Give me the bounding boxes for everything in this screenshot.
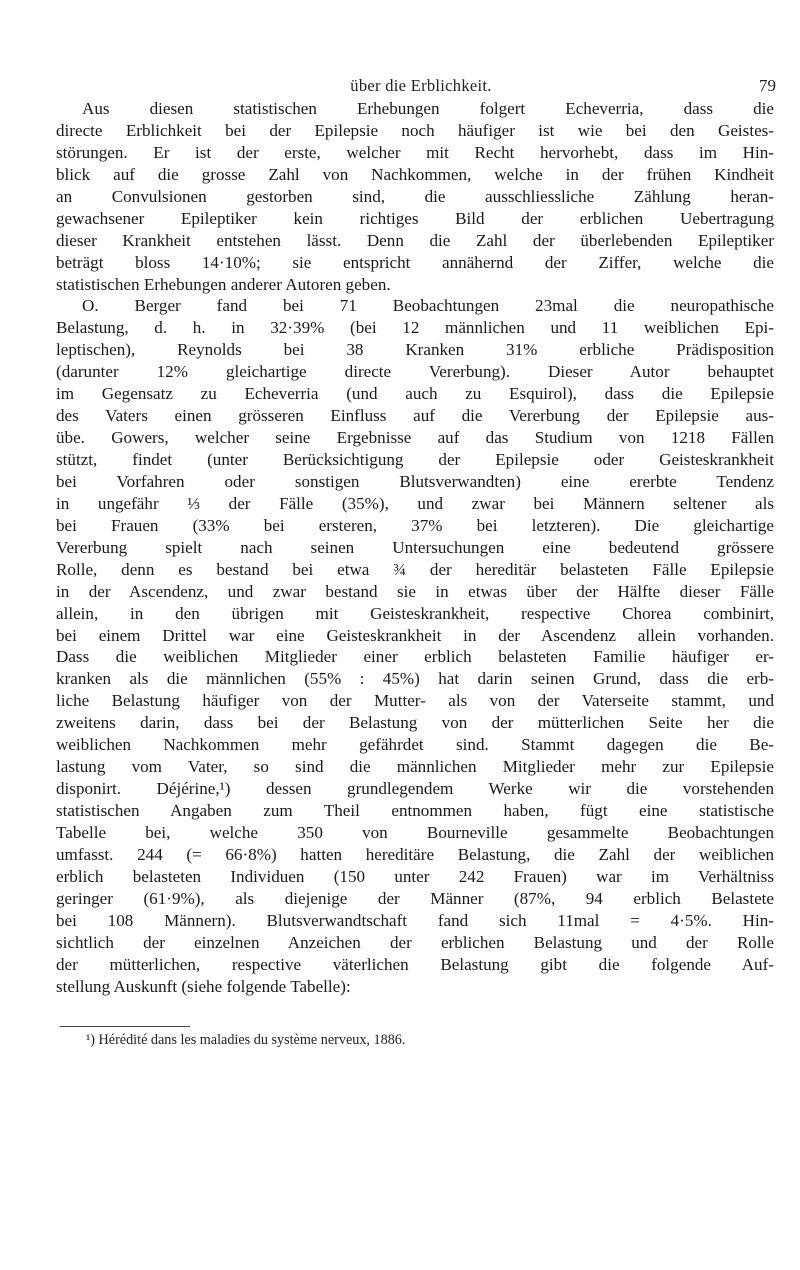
text-line: bei Frauen (33% bei ersteren, 37% bei letzteren). Die gleichartige bbox=[56, 515, 774, 535]
text-line: lastung vom Vater, so sind die männlichen Mitglieder mehr zur Epilepsie bbox=[56, 757, 774, 777]
text-line: liche Belastung häufiger von der Mutter- als von der Vaterseite stammt, und bbox=[56, 691, 774, 711]
text-line: O. Berger fand bei 71 Beobachtungen 23mal die neuropathische bbox=[82, 296, 774, 316]
text-line: dieser Krankheit entstehen lässt. Denn die Zahl der überlebenden Epileptiker bbox=[56, 230, 774, 250]
text-line: weiblichen Nachkommen mehr gefährdet sind. Stammt dagegen die Be- bbox=[56, 735, 774, 755]
text-line: störungen. Er ist der erste, welcher mit Recht hervorhebt, dass im Hin- bbox=[56, 142, 774, 162]
footnote-divider bbox=[60, 1026, 190, 1027]
text-line: stützt, findet (unter Berücksichtigung der Epilepsie oder Geisteskrankheit bbox=[56, 450, 774, 469]
text-line: der mütterlichen, respective väterlichen Belastung gibt die folgende Auf- bbox=[56, 954, 774, 974]
text-line: statistischen Angaben zum Theil entnommen haben, fügt eine statistische bbox=[56, 801, 774, 820]
text-line: bei Vorfahren oder sonstigen Blutsverwandten) eine ererbte Tendenz bbox=[56, 471, 774, 491]
footnote: ¹) Hérédité dans les maladies du système nerveux, 1886. bbox=[86, 1032, 406, 1048]
text-line: des Vaters einen grösseren Einfluss auf die Vererbung der Epilepsie aus- bbox=[56, 406, 774, 426]
body-text bbox=[56, 98, 774, 997]
text-line: stellung Auskunft (siehe folgende Tabelle): bbox=[56, 976, 351, 996]
text-line: kranken als die männlichen (55% : 45%) hat darin seinen Grund, dass die erb- bbox=[56, 669, 774, 689]
page-number: 79 bbox=[759, 76, 776, 95]
text-line: (darunter 12% gleichartige directe Vererbung). Dieser Autor behauptet bbox=[56, 362, 774, 382]
text-line: umfasst. 244 (= 66·8%) hatten hereditäre Belastung, die Zahl der weiblichen bbox=[56, 844, 774, 864]
text-line: übe. Gowers, welcher seine Ergebnisse auf das Studium von 1218 Fällen bbox=[56, 428, 774, 448]
text-line: statistischen Erhebungen anderer Autoren geben. bbox=[56, 274, 391, 294]
text-line: zweitens darin, dass bei der Belastung von der mütterlichen Seite her die bbox=[56, 713, 774, 733]
text-line: Rolle, denn es bestand bei etwa ¾ der hereditär belasteten Fälle Epilepsie bbox=[56, 559, 774, 579]
text-line: sichtlich der einzelnen Anzeichen der erblichen Belastung und der Rolle bbox=[56, 932, 774, 952]
text-line: bei 108 Männern). Blutsverwandtschaft fand sich 11mal = 4·5%. Hin- bbox=[56, 910, 774, 930]
running-head bbox=[56, 76, 786, 100]
text-line: bei einem Drittel war eine Geisteskrankheit in der Ascendenz allein vorhanden. bbox=[56, 625, 774, 645]
running-title: über die Erblichkeit. bbox=[350, 76, 492, 95]
text-line: beträgt bloss 14·10%; sie entspricht annähernd der Ziffer, welche die bbox=[56, 252, 774, 272]
text-line: leptischen), Reynolds bei 38 Kranken 31% erbliche Prädisposition bbox=[56, 340, 774, 360]
text-line: Vererbung spielt nach seinen Untersuchungen eine bedeutend grössere bbox=[56, 537, 774, 557]
text-line: an Convulsionen gestorben sind, die ausschliessliche Zählung heran- bbox=[56, 186, 774, 206]
text-line: gewachsener Epileptiker kein richtiges Bild der erblichen Uebertragung bbox=[56, 208, 774, 228]
text-line: im Gegensatz zu Echeverria (und auch zu Esquirol), dass die Epilepsie bbox=[56, 384, 774, 404]
text-line: disponirt. Déjérine,¹) dessen grundlegendem Werke wir die vorstehenden bbox=[56, 779, 774, 799]
text-line: Aus diesen statistischen Erhebungen folgert Echeverria, dass die bbox=[82, 99, 774, 118]
text-line: geringer (61·9%), als diejenige der Männer (87%, 94 erblich Belastete bbox=[56, 888, 774, 908]
text-line: blick auf die grosse Zahl von Nachkommen, welche in der frühen Kindheit bbox=[56, 164, 774, 184]
text-line: in der Ascendenz, und zwar bestand sie in etwas über der Hälfte dieser Fälle bbox=[56, 581, 774, 601]
text-line: in ungefähr ⅓ der Fälle (35%), und zwar bei Männern seltener als bbox=[56, 493, 774, 513]
text-line: Belastung, d. h. in 32·39% (bei 12 männlichen und 11 weiblichen Epi- bbox=[56, 318, 774, 338]
text-line: erblich belasteten Individuen (150 unter 242 Frauen) war im Verhältniss bbox=[56, 866, 774, 886]
text-line: directe Erblichkeit bei der Epilepsie noch häufiger ist wie bei den Geistes- bbox=[56, 120, 774, 140]
text-line: Tabelle bei, welche 350 von Bourneville gesammelte Beobachtungen bbox=[56, 822, 774, 842]
text-line: Dass die weiblichen Mitglieder einer erblich belasteten Familie häufiger er- bbox=[56, 647, 774, 667]
text-line: allein, in den übrigen mit Geisteskrankheit, respective Chorea combinirt, bbox=[56, 603, 774, 623]
